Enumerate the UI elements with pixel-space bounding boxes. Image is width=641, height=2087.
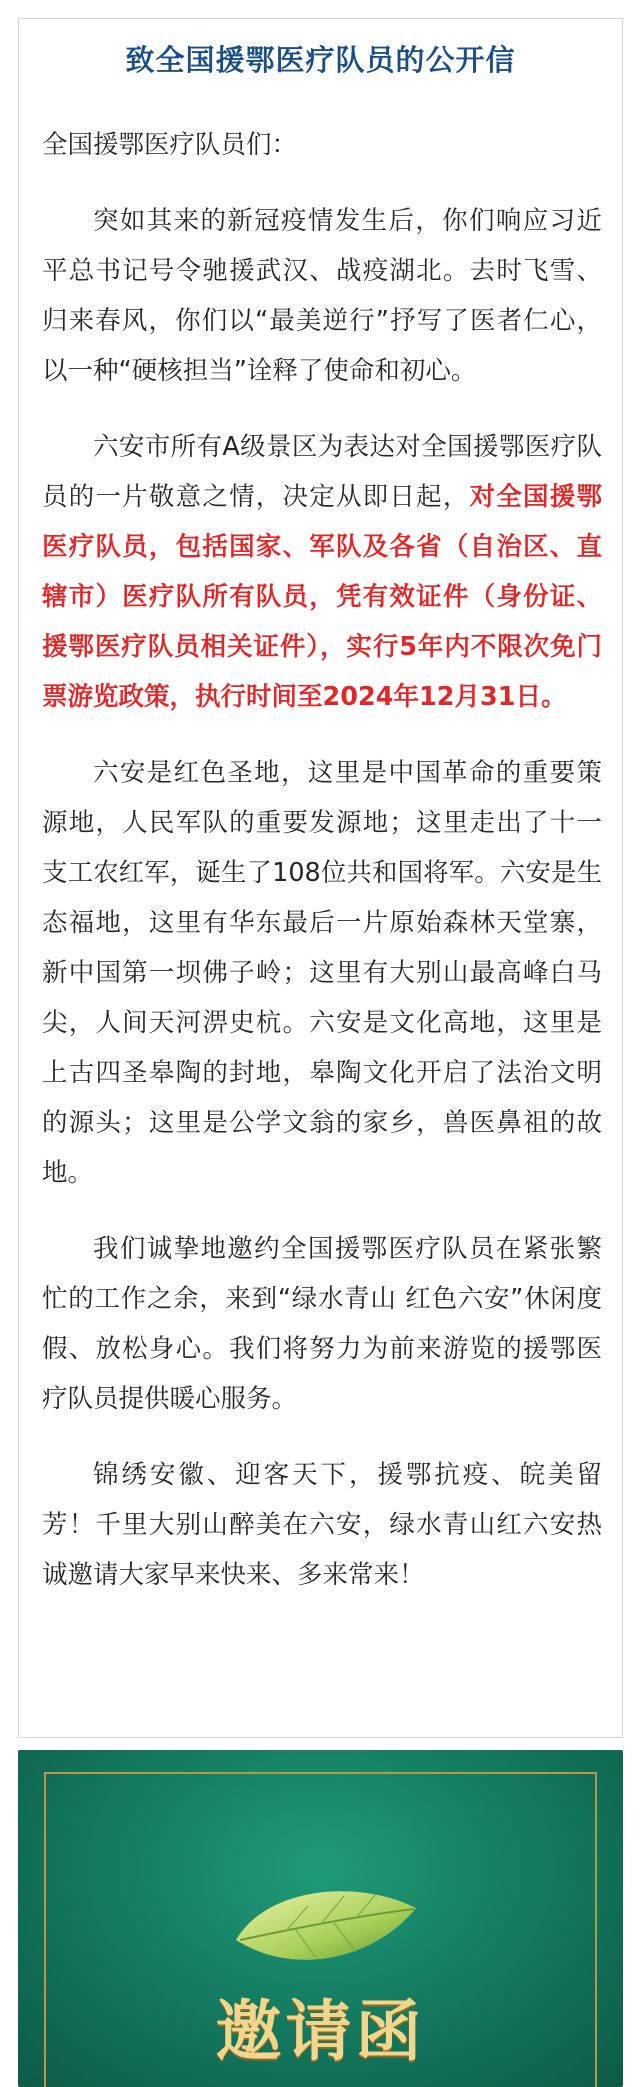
paragraph-1: 突如其来的新冠疫情发生后，你们响应习近平总书记号令驰援武汉、战疫湖北。去时飞雪、归来春风，你们以“最美逆行”抒写了医者仁心，以一种“硬核担当”诠释了使命和初心。 [42,206,602,386]
banner-title: 邀请函 [215,1992,426,2070]
paragraph-2-normal: 六安市所有A级景区为表达对全国援鄂医疗队员的一片敬意之情，决定从即日起， [42,432,602,512]
salutation: 全国援鄂医疗队员们： [42,130,298,160]
invitation-banner [18,1750,623,2087]
leaf-icon [226,1878,426,1988]
paragraph-5: 锦绣安徽、迎客天下，援鄂抗疫、皖美留芳！千里大别山醉美在六安，绿水青山红六安热诚邀请大家早来快来、多来常来！ [42,1460,602,1590]
paragraph-4: 我们诚挚地邀约全国援鄂医疗队员在紧张繁忙的工作之余，来到“绿水青山 红色六安”休闲度假、放松身心。我们将努力为前来游览的援鄂医疗队员提供暖心服务。 [42,1234,602,1414]
paragraph-3: 六安是红色圣地，这里是中国革命的重要策源地，人民军队的重要发源地；这里走出了十一支工农红军，诞生了108位共和国将军。六安是生态福地，这里有华东最后一片原始森林天堂寨，新中国第一坝佛子岭；这里有大别山最高峰白马尖，人间天河淠史杭。六安是文化高地，这里是上古四圣皋陶的封地，皋陶文化开启了法治文明的源头；这里是公学文翁的家乡，兽医鼻祖的故地。 [42,758,602,1188]
paragraph-2 [42,422,602,722]
paragraph-2-highlight: 对全国援鄂医疗队员，包括国家、军队及各省（自治区、直辖市）医疗队所有队员，凭有效证件（身份证、援鄂医疗队员相关证件），实行5年内不限次免门票游览政策，执行时间至2024年12月31日。 [42,482,602,712]
letter-title: 致全国援鄂医疗队员的公开信 [125,43,516,77]
letter-body [42,120,602,1626]
